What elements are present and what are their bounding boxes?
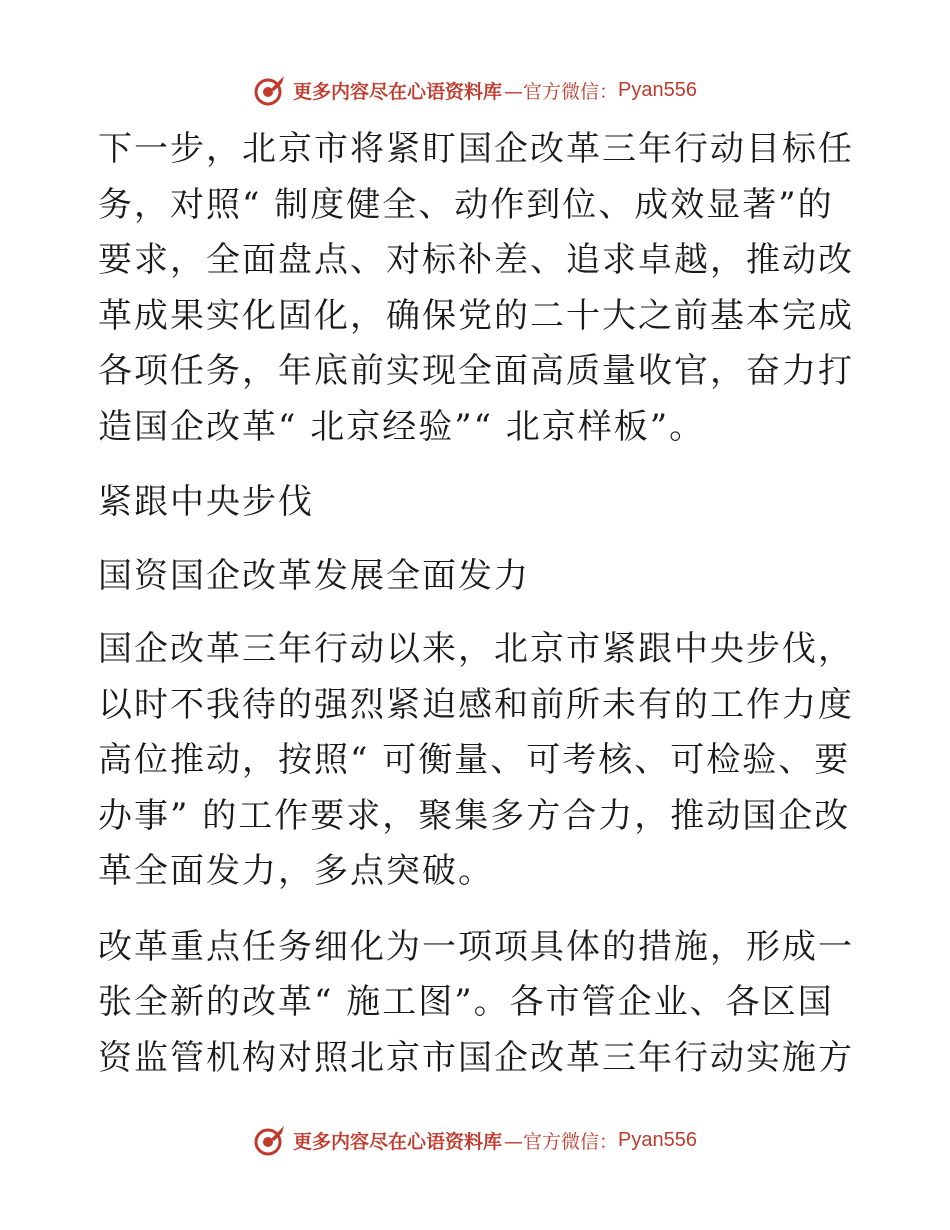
watermark-official-label: —官方微信： [504,1130,619,1153]
paragraph-reform-tasks: 改革重点任务细化为一项项具体的措施，形成一张全新的改革“ 施工图”。各市管企业、各区国资监管机构对照北京市国企改革三年行动实施方 [98,926,854,1078]
watermark-official-label: —官方微信： [504,80,619,103]
paragraph-reform-progress: 国企改革三年行动以来，北京市紧跟中央步伐，以时不我待的强烈紧迫感和前所未有的工作力度高位推动，按照“ 可衡量、可考核、可检验、要办事” 的工作要求，聚集多方合力，推动国企改革全面发力，多点突破。 [98,629,854,891]
header-watermark [0,70,950,110]
section-subheading: 国资国企改革发展全面发力 [98,555,530,596]
quill-circle-logo-icon [253,73,287,107]
document-body [98,122,858,1106]
watermark-wechat-id: Pyan556 [618,1128,697,1151]
watermark-wechat-id: Pyan556 [618,78,697,101]
paragraph-next-steps: 下一步，北京市将紧盯国企改革三年行动目标任务，对照“ 制度健全、动作到位、成效显著”的要求，全面盘点、对标补差、追求卓越，推动改革成果实化固化，确保党的二十大之前基本完成各项任务，年底前实现全面高质量收官，奋力打造国企改革“ 北京经验”“ 北京样板”。 [98,129,854,447]
watermark-text: 更多内容尽在心语资料库 [293,80,503,103]
quill-circle-logo-icon [253,1123,287,1157]
watermark-text: 更多内容尽在心语资料库 [293,1130,503,1153]
footer-watermark [0,1120,950,1160]
section-heading: 紧跟中央步伐 [98,482,314,522]
